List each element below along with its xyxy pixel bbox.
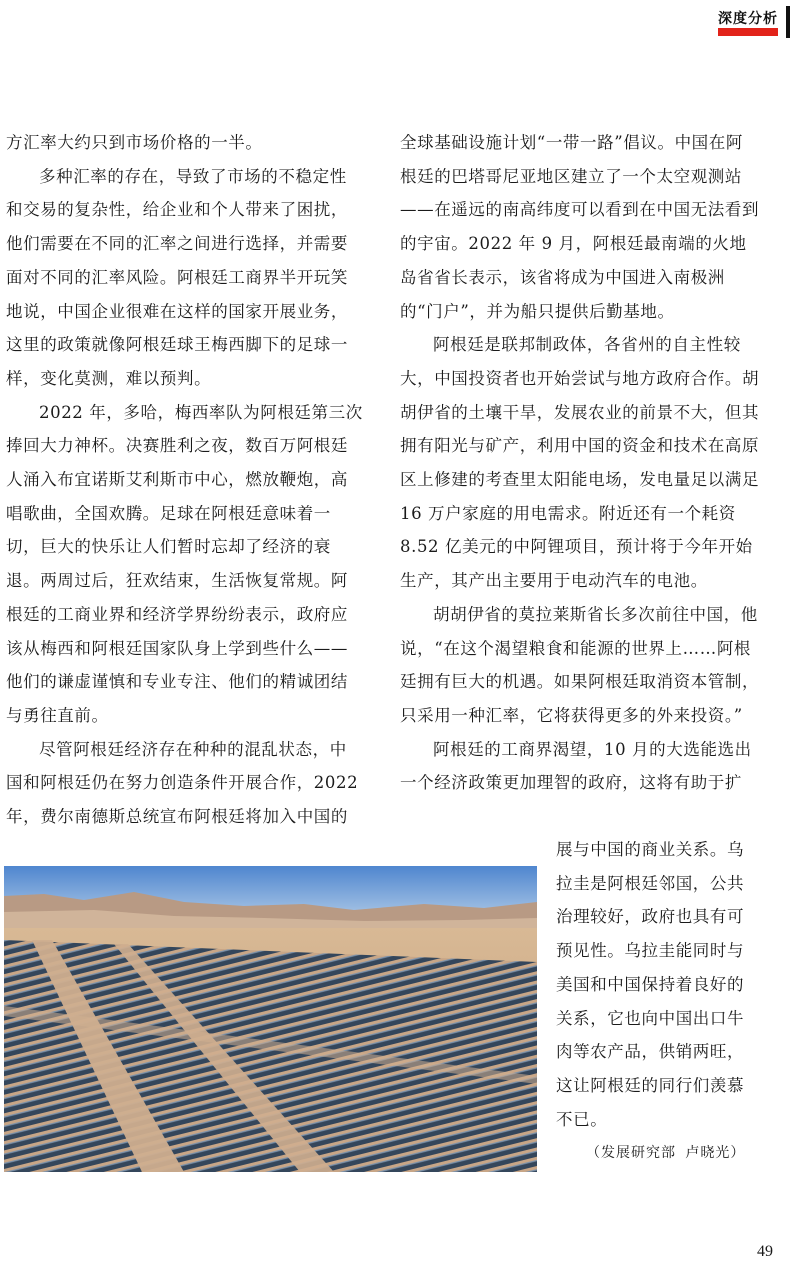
paragraph: 2022 年，多哈，梅西率队为阿根廷第三次捧回大力神杯。决赛胜利之夜，数百万阿根廷人涌入布宜诺斯艾利斯市中心，燃放鞭炮，高唱歌曲，全国欢腾。足球在阿根廷意味着一切，巨大的快乐让人们暂时忘却了经济的衰退。两周过后，狂欢结束，生活恢复常规。阿根廷的工商业界和经济学界纷纷表示，政府应该从梅西和阿根廷国家队身上学到些什么——他们的谦虚谨慎和专业专注、他们的精诚团结与勇往直前。: [6, 402, 363, 725]
paragraph: 尽管阿根廷经济存在种种的混乱状态，中国和阿根廷仍在努力创造条件开展合作，2022 年，费尔南德斯总统宣布阿根廷将加入中国的: [6, 739, 359, 827]
paragraph: 多种汇率的存在，导致了市场的不稳定性和交易的复杂性，给企业和个人带来了困扰，他们需要在不同的汇率之间进行选择，并需要面对不同的汇率风险。阿根廷工商界半开玩笑地说，中国企业很难在这样的国家开展业务，这里的政策就像阿根廷球王梅西脚下的足球一样，变化莫测，难以预判。: [6, 166, 348, 388]
paragraph: 阿根廷是联邦制政体，各省州的自主性较大，中国投资者也开始尝试与地方政府合作。胡胡伊省的土壤干旱，发展农业的前景不大，但其拥有阳光与矿产，利用中国的资金和技术在高原区上修建的考查里太阳能电场，发电量足以满足 16 万户家庭的用电需求。附近还有一个耗资 8.52 亿美元的中阿锂项目，预计将于今年开始生产，其产出主要用于电动汽车的电池。: [400, 335, 760, 591]
solar-panel-field: [4, 940, 537, 1172]
left-column: [6, 126, 363, 834]
right-column: [400, 126, 760, 800]
page-number: 49: [757, 1243, 773, 1260]
paragraph: 展与中国的商业关系。乌拉圭是阿根廷邻国，公共治理较好，政府也具有可预见性。乌拉圭能同时与美国和中国保持着良好的关系，它也向中国出口牛肉等农产品，供销两旺，这让阿根廷的同行们羡慕不已。: [556, 840, 745, 1129]
paragraph: 胡胡伊省的莫拉莱斯省长多次前往中国，他说，“在这个渴望粮食和能源的世界上……阿根廷拥有巨大的机遇。如果阿根廷取消资本管制，只采用一种汇率，它将获得更多的外来投资。”: [400, 604, 760, 725]
section-accent-bar: [718, 28, 778, 36]
solar-farm-photo: [4, 866, 537, 1172]
section-tag: 深度分析: [718, 11, 778, 27]
paragraph: 全球基础设施计划“一带一路”倡议。中国在阿根廷的巴塔哥尼亚地区建立了一个太空观测站——在遥远的南高纬度可以看到在中国无法看到的宇宙。2022 年 9 月，阿根廷最南端的火地岛省省长表示，该省将成为中国进入南极洲的“门户”，并为船只提供后勤基地。: [400, 133, 760, 321]
paragraph: 阿根廷的工商界渴望，10 月的大选能选出一个经济政策更加理智的政府，这将有助于扩: [400, 739, 752, 793]
paragraph: 方汇率大约只到市场价格的一半。: [6, 133, 263, 152]
right-column-continued: [556, 833, 761, 1136]
section-edge-rule: [786, 6, 790, 38]
byline: （发展研究部 卢晓光）: [586, 1145, 746, 1161]
